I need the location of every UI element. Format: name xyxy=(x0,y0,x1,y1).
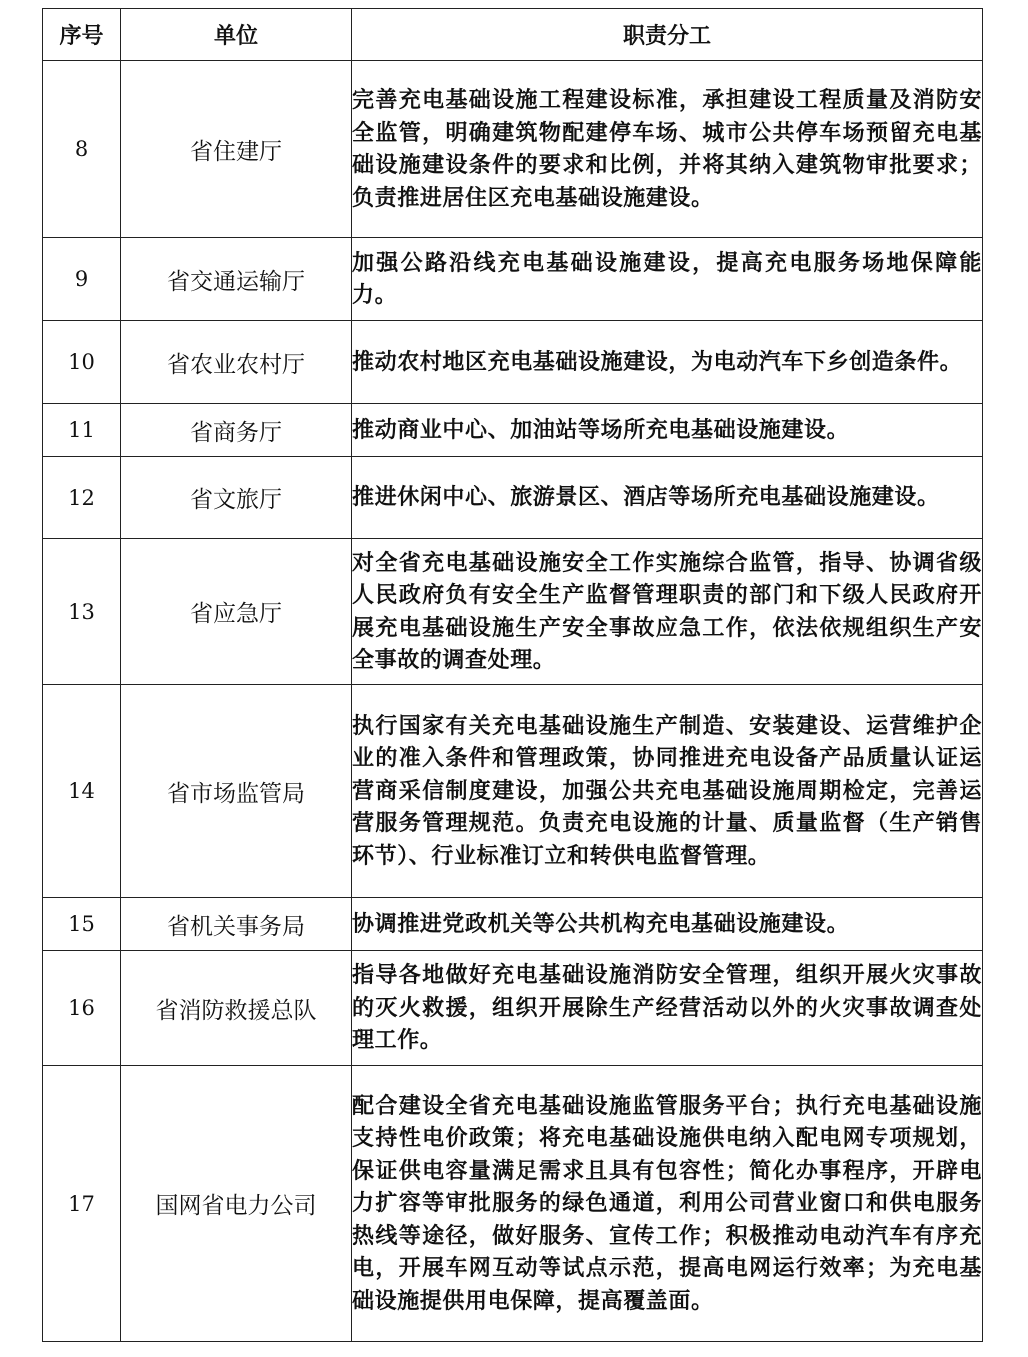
row-duties: 执行国家有关充电基础设施生产制造、安装建设、运营维护企业的准入条件和管理政策，协同推进充电设备产品质量认证运营商采信制度建设，加强公共充电基础设施周期检定，完善运营服务管理规范。负责充电设施的计量、质量监督（生产销售环节）、行业标准订立和转供电监督管理。 xyxy=(352,685,983,898)
row-number: 17 xyxy=(43,1066,121,1342)
row-duties: 推动商业中心、加油站等场所充电基础设施建设。 xyxy=(352,404,983,457)
row-duties: 协调推进党政机关等公共机构充电基础设施建设。 xyxy=(352,898,983,951)
header-unit: 单位 xyxy=(121,9,352,61)
table-row xyxy=(43,238,983,321)
table-header-row xyxy=(43,9,983,61)
row-unit: 省应急厅 xyxy=(121,539,352,685)
row-number: 9 xyxy=(43,238,121,321)
row-duties: 对全省充电基础设施安全工作实施综合监管，指导、协调省级人民政府负有安全生产监督管理职责的部门和下级人民政府开展充电基础设施生产安全事故应急工作，依法依规组织生产安全事故的调查处理。 xyxy=(352,539,983,685)
row-unit: 省市场监管局 xyxy=(121,685,352,898)
row-unit: 省消防救援总队 xyxy=(121,951,352,1066)
header-duties: 职责分工 xyxy=(352,9,983,61)
table-row xyxy=(43,404,983,457)
row-number: 12 xyxy=(43,457,121,539)
row-number: 15 xyxy=(43,898,121,951)
table-row xyxy=(43,685,983,898)
row-unit: 省住建厅 xyxy=(121,61,352,238)
table-row xyxy=(43,1066,983,1342)
row-number: 13 xyxy=(43,539,121,685)
row-number: 8 xyxy=(43,61,121,238)
table-row xyxy=(43,457,983,539)
row-unit: 国网省电力公司 xyxy=(121,1066,352,1342)
row-duties: 完善充电基础设施工程建设标准，承担建设工程质量及消防安全监管，明确建筑物配建停车场、城市公共停车场预留充电基础设施建设条件的要求和比例，并将其纳入建筑物审批要求；负责推进居住区充电基础设施建设。 xyxy=(352,61,983,238)
table-row xyxy=(43,321,983,404)
responsibility-table xyxy=(42,8,983,1342)
table-row xyxy=(43,951,983,1066)
row-number: 16 xyxy=(43,951,121,1066)
table-row xyxy=(43,898,983,951)
row-duties: 推动农村地区充电基础设施建设，为电动汽车下乡创造条件。 xyxy=(352,321,983,404)
row-unit: 省机关事务局 xyxy=(121,898,352,951)
table-row xyxy=(43,61,983,238)
row-unit: 省交通运输厅 xyxy=(121,238,352,321)
table-row xyxy=(43,539,983,685)
row-duties: 指导各地做好充电基础设施消防安全管理，组织开展火灾事故的灭火救援，组织开展除生产经营活动以外的火灾事故调查处理工作。 xyxy=(352,951,983,1066)
row-duties: 加强公路沿线充电基础设施建设，提高充电服务场地保障能力。 xyxy=(352,238,983,321)
row-number: 14 xyxy=(43,685,121,898)
row-number: 11 xyxy=(43,404,121,457)
header-no: 序号 xyxy=(43,9,121,61)
row-duties: 推进休闲中心、旅游景区、酒店等场所充电基础设施建设。 xyxy=(352,457,983,539)
row-duties: 配合建设全省充电基础设施监管服务平台；执行充电基础设施支持性电价政策；将充电基础设施供电纳入配电网专项规划，保证供电容量满足需求且具有包容性；简化办事程序，开辟电力扩容等审批服务的绿色通道，利用公司营业窗口和供电服务热线等途径，做好服务、宣传工作；积极推动电动汽车有序充电，开展车网互动等试点示范，提高电网运行效率；为充电基础设施提供用电保障，提高覆盖面。 xyxy=(352,1066,983,1342)
row-unit: 省文旅厅 xyxy=(121,457,352,539)
row-unit: 省商务厅 xyxy=(121,404,352,457)
row-unit: 省农业农村厅 xyxy=(121,321,352,404)
row-number: 10 xyxy=(43,321,121,404)
